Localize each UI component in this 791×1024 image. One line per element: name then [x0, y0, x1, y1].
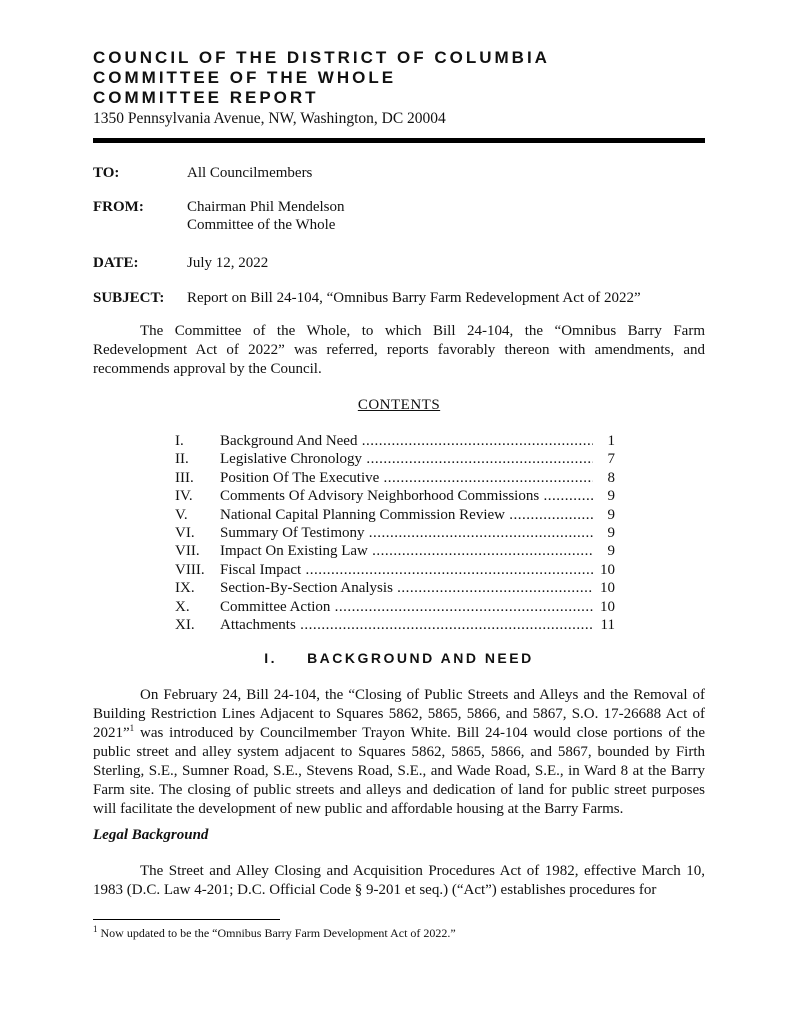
toc-page: 8: [607, 469, 615, 486]
subject-value: Report on Bill 24-104, “Omnibus Barry Farm Redevelopment Act of 2022”: [187, 290, 641, 306]
section-heading: [93, 650, 705, 666]
toc-page: 10: [600, 580, 615, 597]
background-text-1: On February 24, Bill 24-104, the “Closing of Public Streets and Alleys and the Removal of Building Restriction Lines Adjacent to Squares 5862, 5865, 5866, and 5867, S.O. 17-26688 Act of 2021”: [93, 687, 705, 741]
toc-label: Committee Action .....: [220, 598, 593, 616]
toc-number: I.: [175, 433, 184, 449]
toc-entry[interactable]: [175, 542, 615, 560]
footnote-reference[interactable]: 1: [129, 723, 135, 733]
toc-number: XI.: [175, 616, 195, 633]
toc-label: Fiscal Impact .....: [220, 561, 593, 579]
toc-page: 9: [607, 488, 615, 505]
from-label: FROM:: [93, 199, 144, 215]
toc-label: National Capital Planning Commission Review .....: [220, 506, 593, 524]
subject-label: SUBJECT:: [93, 290, 165, 306]
council-title: COUNCIL OF THE DISTRICT OF COLUMBIA: [93, 48, 550, 67]
date-value: July 12, 2022: [187, 255, 269, 271]
toc-entry[interactable]: [175, 450, 615, 468]
footnote-divider: [93, 919, 280, 920]
toc-page: 9: [607, 543, 615, 560]
intro-paragraph: The Committee of the Whole, to which Bill 24-104, the “Omnibus Barry Farm Redevelopment Act of 2022” was referred, reports favorably thereon with amendments, and recommends approval by the Council.: [93, 323, 705, 377]
toc-entry[interactable]: [175, 561, 615, 579]
section-title: BACKGROUND AND NEED: [307, 650, 534, 666]
table-of-contents: [175, 432, 615, 634]
toc-label: Summary Of Testimony .....: [220, 524, 593, 542]
from-value-committee: Committee of the Whole: [187, 217, 336, 233]
toc-entry[interactable]: [175, 469, 615, 487]
toc-page: 10: [600, 561, 615, 578]
toc-entry[interactable]: [175, 524, 615, 542]
toc-number: VII.: [175, 543, 200, 560]
committee-title: COMMITTEE OF THE WHOLE: [93, 68, 397, 87]
section-number: I.: [264, 650, 278, 666]
toc-number: VIII.: [175, 561, 205, 578]
toc-label: Impact On Existing Law .....: [220, 542, 593, 560]
report-title: COMMITTEE REPORT: [93, 88, 319, 107]
toc-number: X.: [175, 598, 190, 615]
toc-label: Position Of The Executive .....: [220, 469, 593, 487]
toc-number: IX.: [175, 580, 195, 597]
toc-entry[interactable]: [175, 487, 615, 505]
background-text-2: was introduced by Councilmember Trayon White. Bill 24-104 would close portions of the public street and alley system adjacent to Squares 5862, 5865, 5866, and 5867, bounded by Firth Sterling, S.E., Sumner Road, S.E., Stevens Road, S.E., and Wade Road, S.E., in Ward 8 at the Barry Farm site. The closing of public streets and alleys and dedication of land for public street purposes will facilitate the development of new public and affordable housing at the Barry Farms.: [93, 725, 705, 817]
toc-label: Legislative Chronology .....: [220, 450, 593, 468]
toc-page: 1: [607, 433, 615, 449]
toc-entry[interactable]: [175, 579, 615, 597]
to-value: All Councilmembers: [187, 165, 313, 181]
toc-entry[interactable]: [175, 616, 615, 634]
toc-label: Background And Need .....: [220, 432, 593, 450]
toc-number: V.: [175, 506, 188, 523]
legal-background-heading: Legal Background: [93, 827, 209, 843]
contents-heading: CONTENTS: [357, 397, 441, 413]
toc-page: 7: [607, 451, 615, 468]
legal-paragraph: The Street and Alley Closing and Acquisition Procedures Act of 1982, effective March 10, 1983 (D.C. Law 4-201; D.C. Official Code § 9-201 et seq.) (“Act”) establishes procedures for: [93, 863, 705, 898]
toc-label: Comments Of Advisory Neighborhood Commissions .....: [220, 487, 593, 505]
footnote: [93, 926, 456, 941]
toc-page: 9: [607, 506, 615, 523]
toc-page: 11: [600, 616, 615, 633]
toc-entry[interactable]: [175, 598, 615, 616]
toc-page: 9: [607, 524, 615, 541]
toc-label: Section-By-Section Analysis .....: [220, 579, 593, 597]
toc-label: Attachments .....: [220, 616, 593, 634]
toc-number: IV.: [175, 488, 193, 505]
toc-number: VI.: [175, 524, 195, 541]
toc-entry[interactable]: [175, 506, 615, 524]
date-label: DATE:: [93, 255, 139, 271]
toc-number: III.: [175, 469, 194, 486]
toc-number: II.: [175, 451, 189, 468]
toc-entry[interactable]: [175, 432, 615, 450]
footnote-text: Now updated to be the “Omnibus Barry Farm Development Act of 2022.”: [97, 926, 456, 940]
to-label: TO:: [93, 165, 120, 181]
footnote-number: 1: [93, 924, 98, 934]
header-divider: [93, 138, 705, 143]
council-address: 1350 Pennsylvania Avenue, NW, Washington, DC 20004: [93, 110, 446, 127]
from-value-name: Chairman Phil Mendelson: [187, 199, 345, 215]
document-header: [93, 48, 703, 129]
background-paragraph: [93, 686, 705, 819]
toc-page: 10: [600, 598, 615, 615]
